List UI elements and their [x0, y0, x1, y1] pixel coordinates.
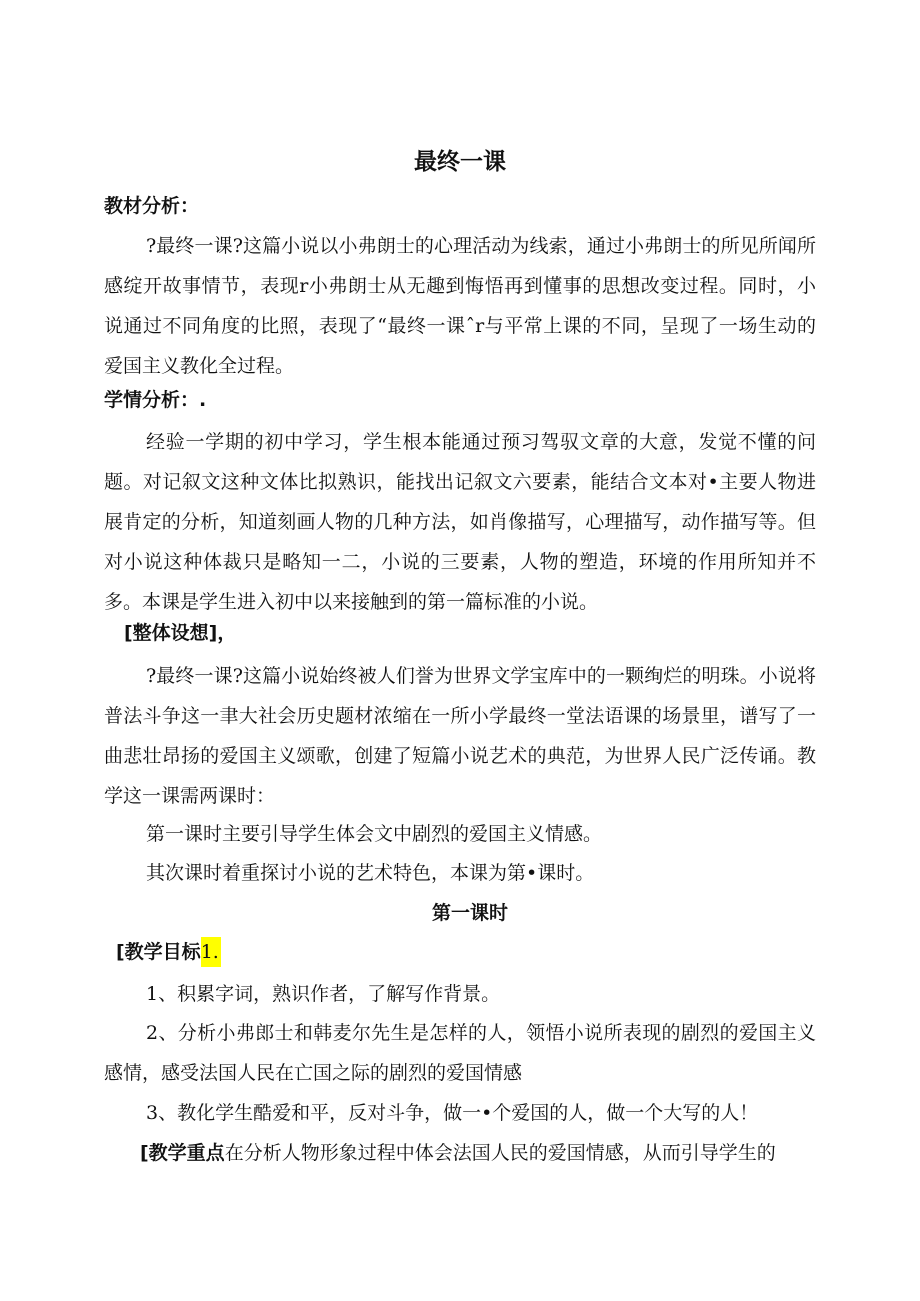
lesson-one-note: 第一课时主要引导学生体会文中剧烈的爱国主义情感。	[146, 823, 603, 845]
lesson-subtitle: 第一课时	[431, 902, 508, 924]
overall-design-heading: [整体设想]，	[124, 622, 237, 644]
goal-item-1: 1、积累字词，熟识作者，了解写作背景。	[146, 983, 501, 1005]
teaching-key-label: [教学重点	[140, 1142, 225, 1164]
teaching-key-text: 在分析人物形象过程中体会法国人民的爱国情感，从而引导学生的	[224, 1142, 776, 1164]
material-analysis-heading: 教材分析：	[104, 195, 200, 217]
teaching-goals-highlight: 1.	[201, 937, 221, 967]
document-title: 最终一课	[414, 149, 506, 175]
goal-item-3: 3、教化学生酷爱和平，反对斗争，做一•个爱国的人，做一个大写的人！	[146, 1102, 759, 1124]
student-analysis-heading: 学情分析：.	[104, 389, 207, 411]
teaching-key-point	[140, 1139, 776, 1168]
student-analysis-paragraph: 经验一学期的初中学习，学生根本能通过预习驾驭文章的大意，发觉不懂的问题。对记叙文这种文体比拟熟识，能找出记叙文六要素，能结合文本对•主要人物进展肯定的分析，知道刻画人物的几种方法，如肖像描写，心理描写，动作描写等。但对小说这种体裁只是略知一二，小说的三要素，人物的塑造，环境的作用所知并不多。本课是学生进入初中以来接触到的第一篇标准的小说。	[104, 431, 816, 613]
goal-item-2: 2、分析小弗郎士和韩麦尔先生是怎样的人，领悟小说所表现的剧烈的爱国主义感情，感受法国人民在亡国之际的剧烈的爱国情感	[104, 1022, 816, 1084]
material-analysis-paragraph: ?最终一课?这篇小说以小弗朗士的心理活动为线索，通过小弗朗士的所见所闻所感绽开故事情节，表现r小弗朗士从无趣到悔悟再到懂事的思想改变过程。同时，小说通过不同角度的比照，表现了“最终一课ˆr与平常上课的不同，呈现了一场生动的爱国主义教化全过程。	[104, 235, 816, 377]
lesson-two-note: 其次课时着重探讨小说的艺术特色，本课为第•课时。	[146, 862, 595, 884]
overall-design-paragraph: ?最终一课?这篇小说始终被人们誉为世界文学宝库中的一颗绚烂的明珠。小说将普法斗争这一聿大社会历史题材浓缩在一所小学最终一堂法语课的场景里，谱写了一曲悲壮昂扬的爱国主义颂歌，创建了短篇小说艺术的典范，为世界人民广泛传诵。教学这一课需两课时：	[104, 665, 816, 807]
teaching-goals-label: [教学目标	[116, 941, 201, 963]
teaching-goals-heading	[116, 938, 221, 967]
